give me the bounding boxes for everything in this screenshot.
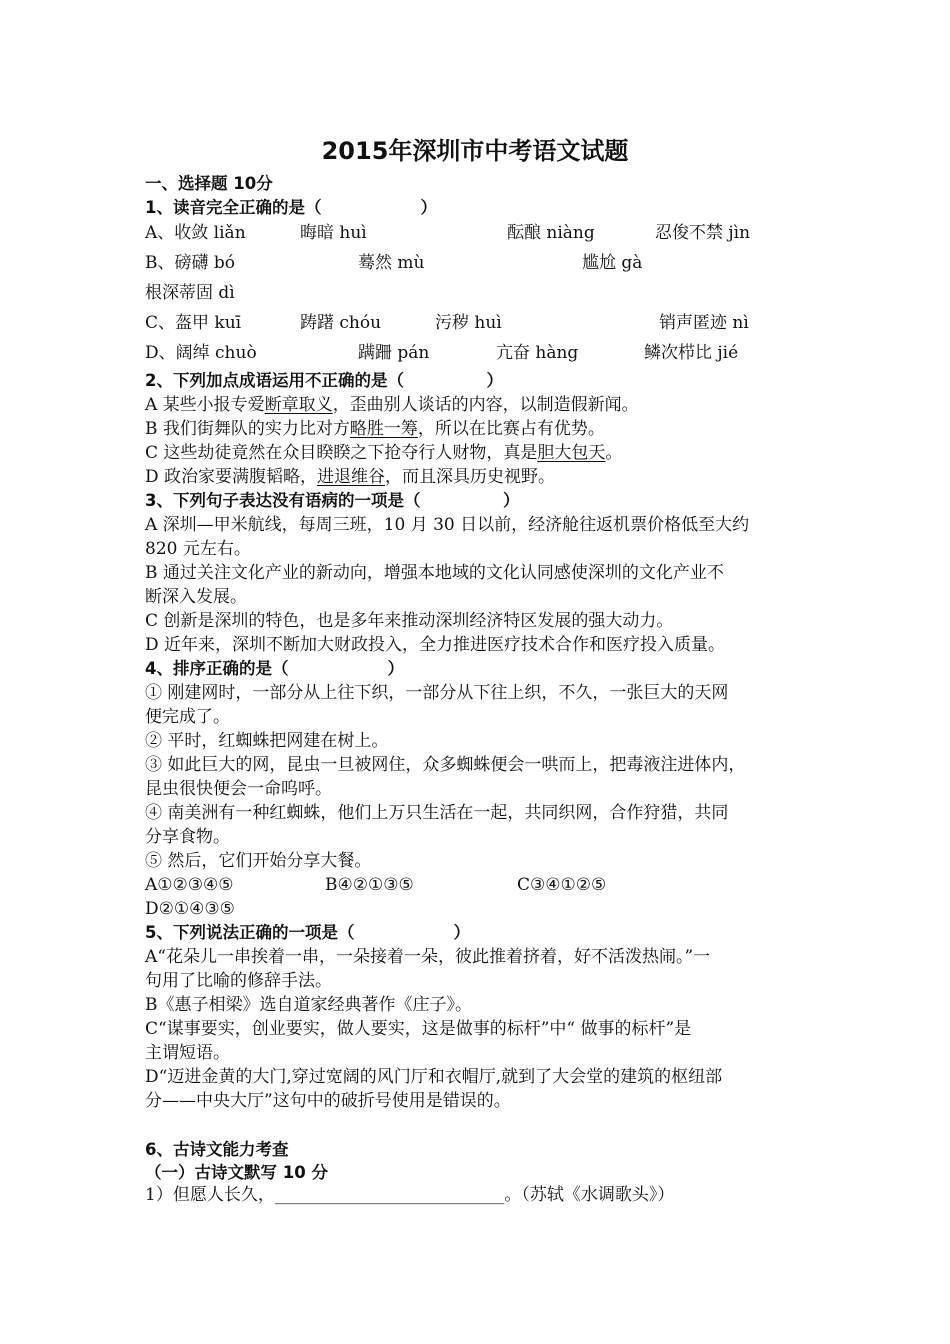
fill-in-blank-1: 1）但愿人长久，___________________________。（苏轼《水调歌头》）	[145, 1185, 675, 1205]
q1-option-d-word: 亢奋 hàng	[496, 343, 579, 363]
q2-a-idiom: 断章取义	[264, 395, 333, 415]
q3-option-b-cont: 断深入发展。	[145, 587, 247, 607]
q2-option-b	[145, 418, 605, 440]
subsection-heading: （一）古诗文默写 10 分	[145, 1163, 328, 1182]
q2-b-idiom: 略胜一筹	[349, 419, 418, 439]
q1-option-a-word: 晦暗 huì	[300, 223, 367, 243]
q2-d-text: D 政治家要满腹韬略，	[145, 467, 318, 487]
q4-sentence-4: ④ 南美洲有一种红蜘蛛，他们上万只生活在一起，共同织网，合作狩猎，共同	[145, 803, 729, 823]
q2-b-text: B 我们街舞队的实力比对方	[145, 419, 350, 439]
q3-option-a-cont: 820 元左右。	[145, 539, 251, 559]
q2-b-text: ，所以在比赛占有优势。	[417, 419, 605, 439]
q5-option-d: D“迈进金黄的大门,穿过宽阔的风门厅和衣帽厅,就到了大会堂的建筑的枢纽部	[145, 1067, 723, 1087]
q5-option-d-cont: 分——中央大厅”这句中的破折号使用是错误的。	[145, 1091, 511, 1111]
q4-option-d: D②①④③⑤	[145, 899, 235, 919]
q4-sentence-1-cont: 便完成了。	[145, 707, 230, 727]
q3-stem: 3、下列句子表达没有语病的一项是（ ）	[145, 491, 520, 510]
q5-option-b: B《惠子相梁》选自道家经典著作《庄子》。	[145, 995, 472, 1015]
q1-option-c-word: 销声匿迹 nì	[659, 313, 749, 333]
q4-sentence-1: ① 刚建网时，一部分从上往下织，一部分从下往上织，不久，一张巨大的天网	[145, 683, 729, 703]
q2-option-d	[145, 466, 555, 488]
page-title: 2015年深圳市中考语文试题	[321, 137, 629, 165]
section-6-heading: 6、古诗文能力考查	[145, 1140, 289, 1159]
q2-d-idiom: 进退维谷	[317, 467, 386, 487]
q2-c-text: 。	[605, 443, 623, 463]
q2-a-text: A 某些小报专爱	[145, 395, 265, 415]
q1-option-b-word: 蓦然 mù	[358, 253, 425, 273]
q4-sentence-3-cont: 昆虫很快便会一命呜呼。	[145, 779, 332, 799]
q1-option-c-word: 污秽 huì	[435, 313, 502, 333]
q3-option-d: D 近年来，深圳不断加大财政投入，全力推进医疗技术合作和医疗投入质量。	[145, 635, 726, 655]
q5-option-c-cont: 主谓短语。	[145, 1043, 230, 1063]
q5-option-c: C“谋事要实，创业要实，做人要实，这是做事的标杆”中“ 做事的标杆”是	[145, 1019, 692, 1039]
q4-sentence-2: ② 平时，红蜘蛛把网建在树上。	[145, 731, 389, 751]
q1-option-c: C、盔甲 kuī	[145, 313, 242, 333]
q1-option-a-word: 酝酿 niàng	[507, 223, 595, 243]
q3-option-c: C 创新是深圳的特色，也是多年来推动深圳经济特区发展的强大动力。	[145, 611, 674, 631]
q2-stem: 2、下列加点成语运用不正确的是（ ）	[145, 371, 503, 390]
q4-option-a: A①②③④⑤	[145, 875, 234, 895]
q2-d-text: ，而且深具历史视野。	[385, 467, 556, 487]
q5-option-a-cont: 句用了比喻的修辞手法。	[145, 971, 332, 991]
q1-option-b-word: 尴尬 gà	[582, 253, 643, 273]
q2-option-a	[145, 394, 639, 416]
q4-option-c: C③④①②⑤	[517, 875, 607, 895]
q3-option-b: B 通过关注文化产业的新动向，增强本地域的文化认同感使深圳的文化产业不	[145, 563, 724, 583]
q5-stem: 5、下列说法正确的一项是（ ）	[145, 923, 470, 942]
q4-stem: 4、排序正确的是（ ）	[145, 659, 404, 678]
q5-option-a: A“花朵儿一串挨着一串，一朵接着一朵，彼此推着挤着，好不活泼热闹。”一	[145, 947, 711, 967]
q2-c-idiom: 胆大包天	[537, 443, 606, 463]
q1-option-a: A、收敛 liǎn	[145, 223, 246, 243]
q1-option-c-word: 踌躇 chóu	[300, 313, 382, 333]
q4-sentence-5: ⑤ 然后，它们开始分享大餐。	[145, 851, 372, 871]
q1-option-d-word: 蹒跚 pán	[358, 343, 430, 363]
q4-sentence-3: ③ 如此巨大的网，昆虫一旦被网住，众多蜘蛛便会一哄而上，把毒液注进体内，	[145, 755, 746, 775]
q1-stem: 1、读音完全正确的是（ ）	[145, 198, 437, 217]
q2-option-c	[145, 442, 622, 464]
q1-option-d: D、阔绰 chuò	[145, 343, 257, 363]
q4-sentence-4-cont: 分享食物。	[145, 827, 230, 847]
section-1-heading: 一、选择题 10分	[145, 174, 273, 193]
q1-option-b-word: 根深蒂固 dì	[145, 283, 235, 303]
q1-option-a-word: 忍俊不禁 jìn	[655, 223, 751, 243]
q3-option-a: A 深圳—甲米航线，每周三班，10 月 30 日以前，经济舱往返机票价格低至大约	[145, 515, 750, 535]
q2-c-text: C 这些劫徒竟然在众目睽睽之下抢夺行人财物，真是	[145, 443, 538, 463]
q1-option-d-word: 鳞次栉比 jié	[644, 343, 739, 363]
q1-option-b: B、磅礴 bó	[145, 253, 236, 273]
q2-a-text: ，歪曲别人谈话的内容，以制造假新闻。	[332, 395, 639, 415]
q4-option-b: B④②①③⑤	[325, 875, 414, 895]
